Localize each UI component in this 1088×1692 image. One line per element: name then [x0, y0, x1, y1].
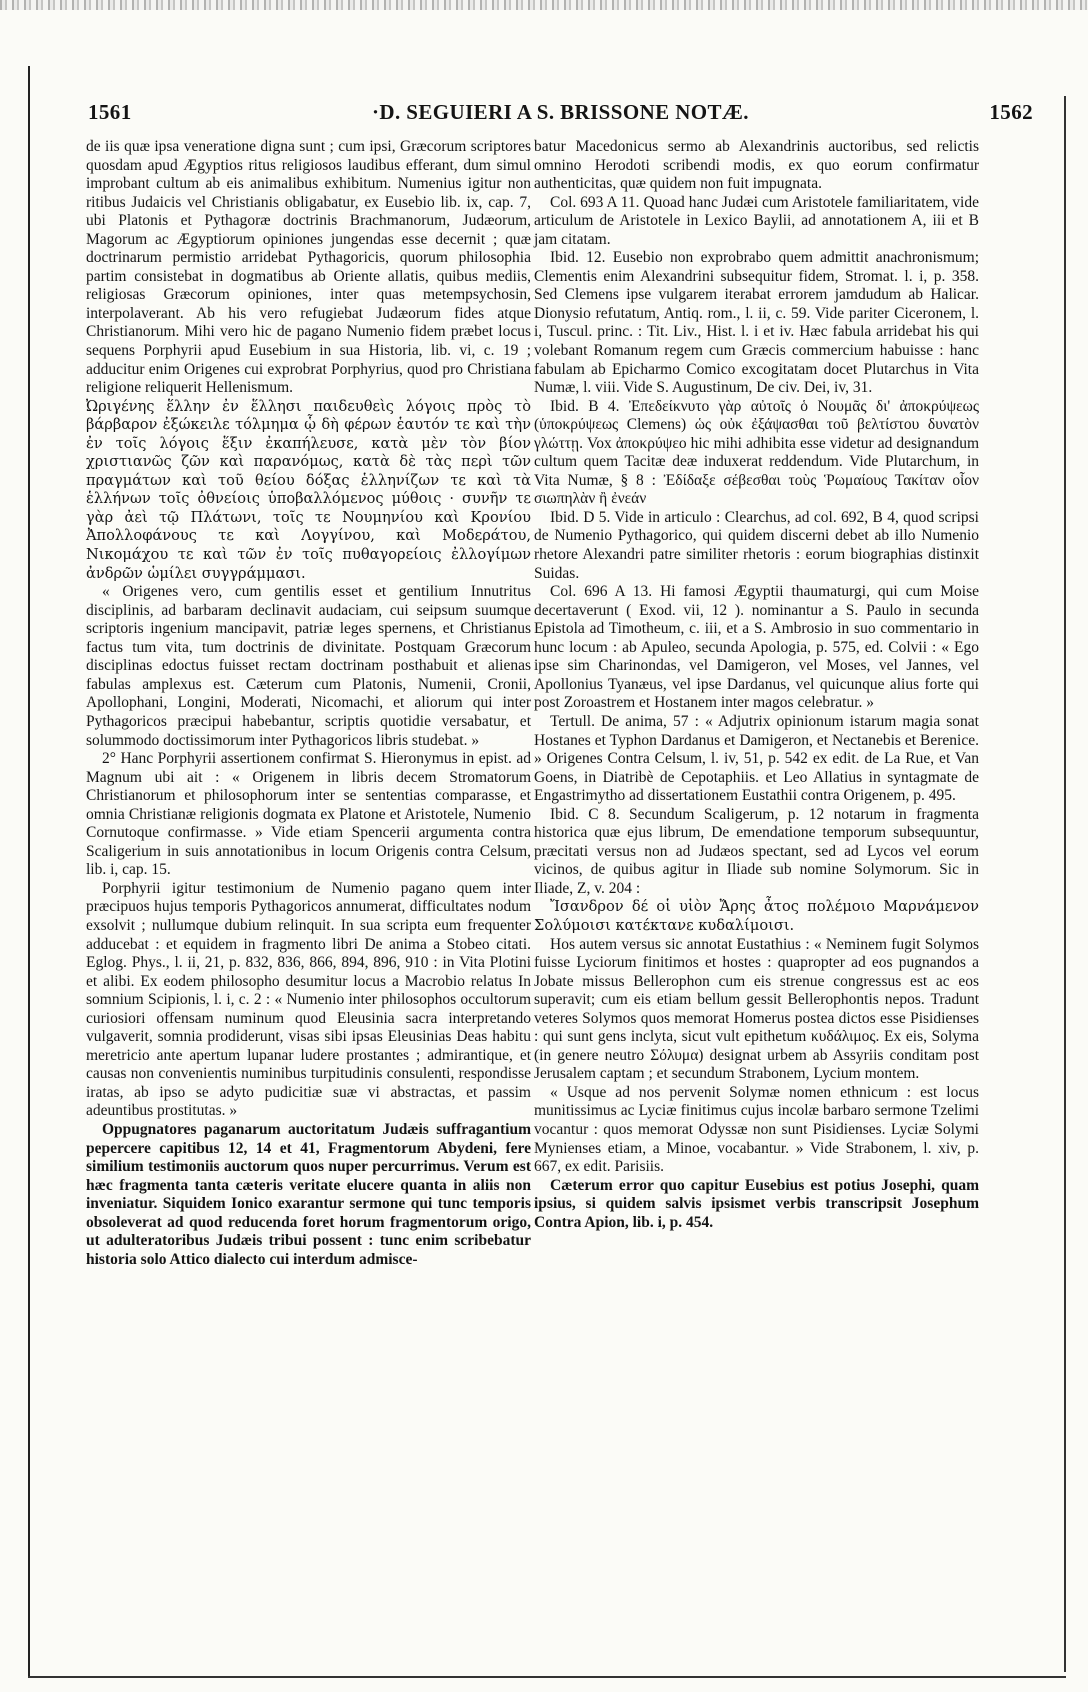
paragraph: « Origenes vero, cum gentilis esset et gentilium Innutritus disciplinis, ad barbaram declinavit audaciam, cui seipsum suumque scriptoris ingenium mancipavit, patriæ leges spernens, et Christianus factus tum vita, tum doctrinis de divinitate. Postquam Græcorum disciplinas edoctus fuisset rectam doctrinam posthabuit et alienas fabulas amplexus est. Cæterum cum Platonis, Numenii, Cronii, Apollophani, Longini, Moderati, Nicomachi, et aliorum qui inter Pythagoricos præcipui habebantur, scriptis quotidie versabatur, et solummodo doctissimorum inter Pythagoricos libris studebat. » — [86, 583, 531, 749]
paragraph: Ἴσανδρον δέ οἱ υἱὸν Ἄρης ἆτος πολέμοιο Μαρνάμενον Σολύμοισι κατέκτανε κυδαλίμοισι. — [534, 898, 979, 934]
paragraph: 2° Hanc Porphyrii assertionem confirmat S. Hieronymus in epist. ad Magnum ubi ait : « Origenem in libris decem Stromatorum Christianorum et philosophorum inter se sententias comparasse, et omnia Christianæ religionis dogmata ex Platone et Aristotele, Numenio Cornutoque confirmasse. » Vide etiam Spencerii argumenta contra Scaligerium in suis annotationibus in locum Origenis contra Celsum, lib. i, cap. 15. — [86, 750, 531, 879]
left-page-rule — [28, 66, 30, 1676]
paragraph: Porphyrii igitur testimonium de Numenio pagano quem inter præcipuos hujus temporis Pythagoricos annumerat, difficultates nodum exsolvit ; nullumque dubium relinquit. In sua scripta eum frequenter adducebat : et equidem in fragmento libri De anima a Stobeo citati. Eglog. Phys., l. ii, 21, p. 832, 836, 866, 894, 896, 910 : in Vita Plotini et alibi. Ex eodem philosopho desumitur locus a Macrobio relatus In somnium Scipionis, l. i, c. 2 : « Numenio inter philosophos occultorum curiosiori offensam numinum quod Eleusinia sacra interpretando vulgaverit, somnia prodiderunt, visas sibi ipsas Eleusinias Deas habitu meretricio ante apertum lupanar ludere prostantes ; admirantique, et causas non convenientis numinibus turpitudinis consulenti, respondisse iratas, ab ipso se adyto pudicitiæ suæ vi abstractas, et passim adeuntibus prostitutas. » — [86, 879, 531, 1120]
paragraph: « Usque ad nos pervenit Solymæ nomen ethnicum : est locus munitissimus ac Lyciæ finitimus cujus incolæ barbaro sermone Tzelimi vocantur : quos memorat Odyssæ non sunt Pisidienses. Lyciæ Solymi Mynienses etiam, a Minoe, vocabantur. » Vide Strabonem, l. xiv, p. 667, ex edit. Parisiis. — [534, 1083, 979, 1176]
paragraph: Hos autem versus sic annotat Eustathius : « Neminem fugit Solymos fuisse Lyciorum finitimos et hostes : quapropter ad eos pugnandos a Jobate missus Bellerophon cum eis strenue congressus est ac eos superavit; cum eis etiam bellum gessit Bellerophontis nepos. Tradunt veteres Solymos quos memorat Homerus postea dictos esse Pisidienses : qui sunt gens inclyta, sicut vult epithetum κυδάλιμος. Ex eis, Solyma (in genere neutro Σόλυμα) designat urbem ab Assyriis conditam post Jerusalem captam ; et secundum Strabonem, Lycium montem. — [534, 935, 979, 1083]
paragraph: Col. 693 A 11. Quoad hanc Judæi cum Aristotele familiaritatem, vide articulum de Aristotele in Lexico Baylii, ad annotationem A, iii et B jam citatam. — [534, 193, 979, 248]
paragraph: Oppugnatores paganarum auctoritatum Judæis suffragantium pepercere capitibus 12, 14 et 41, Fragmentorum Abydeni, fere similium testimoniis auctorum quos nuper percurrimus. Verum est hæc fragmenta tanta cæteris veritate elucere quanta in aliis non inveniatur. Siquidem Ionico exarantur sermone qui tunc temporis obsoleverat ad quod reducenda foret horum fragmentorum origo, ut adulteratoribus Judæis tribui possent : tunc enim scribebatur historia solo Attico dialecto cui interdum admisce- — [86, 1120, 531, 1268]
paragraph: Ibid. 12. Eusebio non exprobrabo quem admittit anachronismum; Clementis enim Alexandrini subsequitur fidem, Stromat. l. i, p. 358. Sed Clemens ipse vulgarem iterabat errorem jamdudum ab Halicar. Dionysio refutatum, Antiq. rom., l. ii, c. 59. Vide pariter Ciceronem, l. i, Tuscul. princ. : Tit. Liv., Hist. l. i et iv. Hæc fabula arridebat his qui volebant Romanum regem cum Græcis commercium habuisse : hanc fabulam ab Epicharmo Comico excogitatam docet Plutarchus in Vita Numæ, l. viii. Vide S. Augustinum, De civ. Dei, iv, 31. — [534, 249, 979, 397]
paragraph: Ὠριγένης ἕλλην ἐν ἕλλησι παιδευθεὶς λόγοις πρὸς τὸ βάρβαρον ἐξώκειλε τόλμημα ᾧ δὴ φέρων ἑαυτόν τε καὶ τὴν ἐν τοῖς λόγοις ἕξιν ἐκαπήλευσε, κατὰ μὲν τὸν βίον χριστιανῶς ζῶν καὶ παρανόμως, κατὰ δὲ τὰς περὶ τῶν πραγμάτων καὶ τοῦ θείου δόξας ἑλληνίζων τε καὶ τὰ ἑλλήνων τοῖς ὀθνείοις ὑποβαλλόμενος μύθοις · συνῆν τε γὰρ ἀεὶ τῷ Πλάτωνι, τοῖς τε Νουμηνίου καὶ Κρονίου Ἀπολλοφάνους τε καὶ Λογγίνου, καὶ Μοδεράτου, Νικομάχου τε καὶ τῶν ἐν τοῖς πυθαγορείοις ἐλλογίμων ἀνδρῶν ὡμίλει συγγράμμασι. — [86, 397, 531, 582]
paragraph: Tertull. De anima, 57 : « Adjutrix opinionum istarum magia sonat Hostanes et Typhon Dardanus et Damigeron, et Nectanebis et Berenice. » Origenes Contra Celsum, l. iv, 51, p. 542 ex edit. de La Rue, et Van Goens, in Diatribè de Cepotaphiis. et Leo Allatius in syntagmate de Engastrimytho ad dissertationem Eustathii contra Origenem, p. 495. — [534, 712, 979, 805]
running-title: ·D. SEGUIERI A S. BRISSONE NOTÆ. — [372, 100, 749, 124]
paragraph: Ibid. B 4. Ἐπεδείκνυτο γὰρ αὐτοῖς ὁ Νουμᾶς δι' ἀποκρύψεως (ὑποκρύψεως Clemens) ὡς οὐκ ἐξάψασθαι τοῦ βελτίστου δυνατὸν γλώττῃ. Vox ἀποκρύψεο hic mihi adhibita esse videtur ad designandum cultum quem Tacitæ deæ induxerat reddendum. Vide Plutarchum, in Vita Numæ, § 8 : Ἐδίδαξε σέβεσθαι τοὺς Ῥωμαίους Τακίταν οἷον σιωπηλὰν ἢ ἐνεάν — [534, 397, 979, 508]
paragraph: batur Macedonicus sermo ab Alexandrinis auctoribus, sed relictis omnino Herodoti scribendi modis, ex quo eorum confirmatur authenticitas, quæ quidem non fuit impugnata. — [534, 138, 979, 193]
page-number-right: 1562 — [989, 100, 1033, 124]
page-number-left: 1561 — [88, 100, 132, 124]
right-page-rule — [1064, 96, 1066, 1672]
right-text-column — [534, 138, 979, 1232]
scan-edge-noise — [0, 0, 1088, 10]
paragraph: Cæterum error quo capitur Eusebius est potius Josephi, quam ipsius, si quidem salvis ipsismet verbis transcripsit Josephum Contra Apion, lib. i, p. 454. — [534, 1176, 979, 1231]
paragraph: Col. 696 A 13. Hi famosi Ægyptii thaumaturgi, qui cum Moise decertaverunt ( Exod. vii, 12 ). nominantur a S. Paulo in secunda Epistola ad Timotheum, c. iii, et a S. Ambrosio in suo commentario in hunc locum : ab Apuleo, secunda Apologia, p. 575, ed. Colvii : « Ego ipse sim Charinondas, vel Damigeron, vel Moses, vel Jannes, vel Apollonius Tyanæus, vel ipse Dardanus, vel quicunque alius forte qui post Zoroastrem et Hostanem inter magos celebratur. » — [534, 583, 979, 712]
paragraph: Ibid. D 5. Vide in articulo : Clearchus, ad col. 692, B 4, quod scripsi de Numenio Pythagorico, qui quidem discerni debet ab illo Numenio rhetore Alexandri patre similiter rhetoris : eorum biographias distinxit Suidas. — [534, 508, 979, 582]
running-header — [88, 100, 1033, 132]
paragraph: Ibid. C 8. Secundum Scaligerum, p. 12 notarum in fragmenta historica quæ ejus librum, De emendatione temporum subsequuntur, præcitati versus non ad Judæos spectant, sed ad Lycos vel eorum vicinos, de quibus agitur in Iliade sub nomine Solymorum. Sic in Iliade, Z, v. 204 : — [534, 805, 979, 897]
paragraph: de iis quæ ipsa veneratione digna sunt ; cum ipsi, Græcorum scriptores quosdam apud Ægyptios ritus religiosos laudibus efferant, dum simul improbant cultum ab eis animalibus exhibitum. Numenius igitur non ritibus Judaicis vel Christianis obligabatur, ex Eusebio lib. ix, cap. 7, ubi Platonis et Pythagoræ doctrinis Brachmanorum, Judæorum, Magorum ac Ægyptiorum opiniones jungendas esse decernit ; quæ doctrinarum permistio arridebat Pythagoricis, quorum philosophia partim consistebat in dogmatibus ab Oriente allatis, quibus mediis, religiosas Græcorum opiniones, inter quas metempsychosin, interpolaverant. Ab his vero refugiebat Judæorum fides atque Christianorum. Mihi vero hic de pagano Numenio fidem præbet locus sequens Porphyrii apud Eusebium in sua Historia, lib. vi, c. 19 ; adducitur enim Origenes cui exprobrat Porphyrius, quod pro Christiana religione reliquerit Hellenismum. — [86, 138, 531, 397]
left-text-column — [86, 138, 531, 1269]
bottom-page-rule — [28, 1676, 1066, 1678]
